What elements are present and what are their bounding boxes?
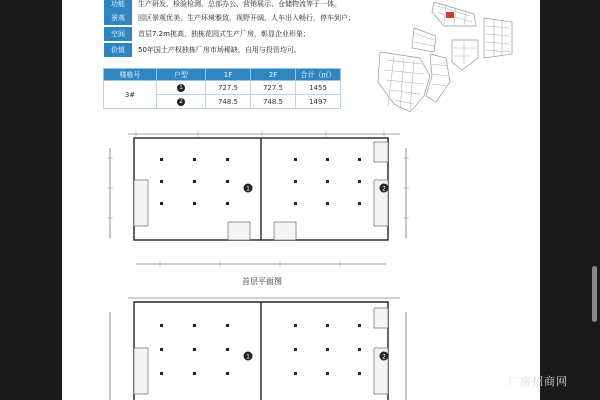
highlight-building (446, 12, 454, 18)
col-header: 2F (251, 69, 296, 81)
table-row (104, 81, 341, 95)
unit-area-table (103, 68, 341, 109)
feature-row-value (104, 43, 301, 57)
feature-row-landscape (104, 11, 355, 25)
col-header: 1F (206, 69, 251, 81)
unit-marker-label: 2 (382, 185, 386, 193)
unit-number-badge: 1 (177, 84, 185, 92)
unit-cell (157, 95, 206, 109)
area-2f: 727.5 (251, 81, 296, 95)
feature-tag: 空间 (104, 27, 132, 41)
site-plan-map (366, 0, 516, 118)
unit-marker-label: 1 (246, 185, 250, 193)
area-1f: 748.5 (206, 95, 251, 109)
feature-text: 园区景观优美，生产环境雅致，视野开阔，人车出入畅行，停车到户； (138, 14, 355, 22)
feature-tag: 价值 (104, 43, 132, 57)
feature-tag: 景观 (104, 11, 132, 25)
unit-number-badge: 2 (177, 98, 185, 106)
second-floor-plan (100, 292, 412, 400)
building-number: 3# (104, 81, 157, 109)
col-header: 户型 (157, 69, 206, 81)
unit-marker-label: 2 (382, 353, 386, 361)
floor-plan-caption: 首层平面图 (242, 277, 282, 286)
watermark: 厂房招商网 (508, 375, 568, 388)
feature-text: 50年国土产权独栋厂房市场稀缺，自用与投资均可。 (138, 46, 301, 54)
feature-row-space (104, 27, 310, 41)
area-2f: 748.5 (251, 95, 296, 109)
unit-cell (157, 81, 206, 95)
feature-tag: 功能 (104, 0, 132, 11)
feature-text: 首层7.2m挑高，独栋花园式生产厂房，彰显企业形象； (138, 30, 310, 38)
unit-marker-label: 1 (246, 353, 250, 361)
feature-text: 生产研发、检验检测、总部办公、营销展示、仓储物流等于一体。 (138, 0, 341, 8)
area-total: 1455 (296, 81, 341, 95)
col-header: 合计（㎡） (296, 69, 341, 81)
area-1f: 727.5 (206, 81, 251, 95)
brochure-page (62, 0, 540, 400)
feature-row-function (104, 0, 341, 11)
ground-floor-plan (100, 128, 412, 274)
scrollbar[interactable] (592, 266, 597, 322)
col-header: 楼栋号 (104, 69, 157, 81)
area-total: 1497 (296, 95, 341, 109)
